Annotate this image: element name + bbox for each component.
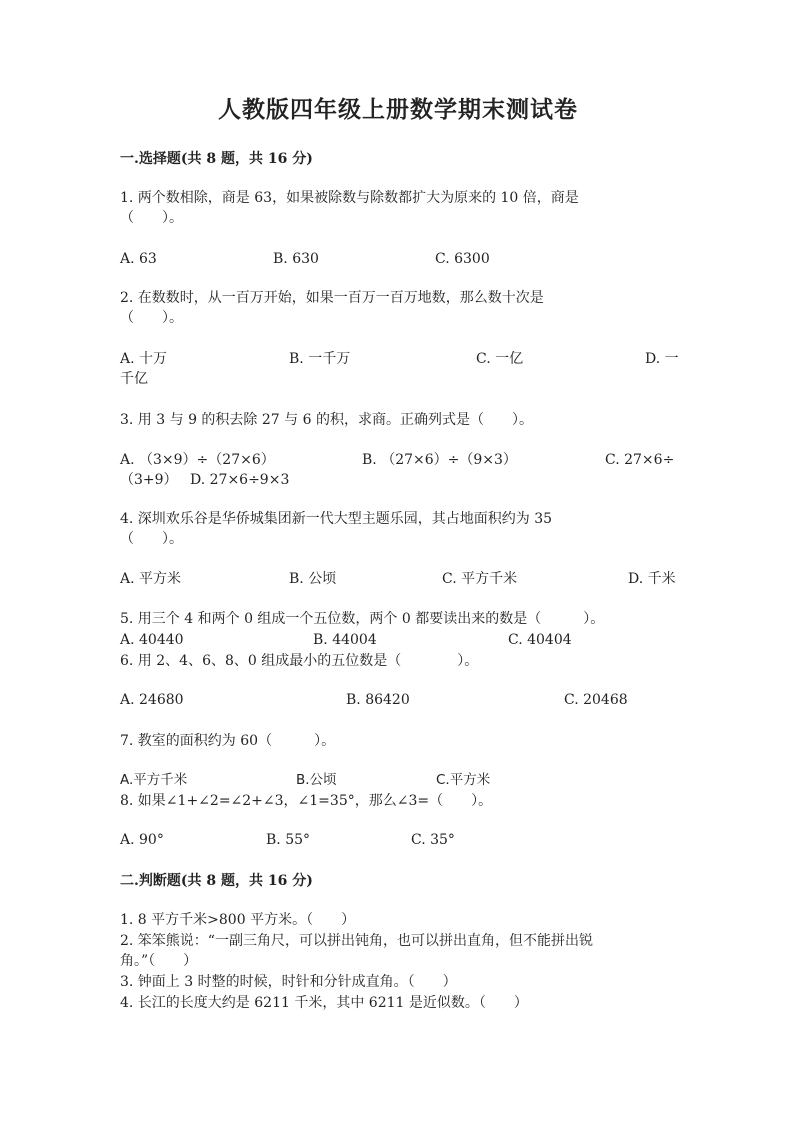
question-3-option-c: C. 27×6÷ bbox=[605, 452, 675, 468]
question-3-option-c-wrap: （3+9） bbox=[120, 472, 178, 488]
question-4-option-c: C. 平方千米 bbox=[442, 571, 518, 587]
question-4-blank: （ ）。 bbox=[120, 531, 183, 547]
question-7-option-c: C.平方米 bbox=[436, 772, 491, 788]
question-1-option-b: B. 630 bbox=[273, 251, 319, 267]
question-7-text: 7. 教室的面积约为 60（ ）。 bbox=[120, 733, 336, 749]
question-2-option-c: C. 一亿 bbox=[476, 351, 524, 367]
question-3-option-a: A. （3×9）÷（27×6） bbox=[120, 452, 275, 468]
question-4-option-d: D. 千米 bbox=[628, 571, 676, 587]
section-heading-choice: 一.选择题(共 8 题，共 16 分) bbox=[120, 151, 313, 167]
question-8-option-c: C. 35° bbox=[411, 832, 455, 848]
judgement-item-2-wrap: 角。”（ ） bbox=[120, 953, 198, 969]
question-6-option-a: A. 24680 bbox=[120, 692, 184, 708]
question-8-option-b: B. 55° bbox=[266, 832, 311, 848]
question-2-option-a: A. 十万 bbox=[120, 351, 168, 367]
question-4-option-b: B. 公顷 bbox=[289, 571, 337, 587]
question-3-text: 3. 用 3 与 9 的积去除 27 与 6 的积，求商。正确列式是（ ）。 bbox=[120, 412, 533, 428]
section-heading-judgement: 二.判断题(共 8 题，共 16 分) bbox=[120, 873, 313, 889]
question-2-option-d-wrap: 千亿 bbox=[120, 371, 148, 387]
page-title: 人教版四年级上册数学期末测试卷 bbox=[218, 96, 578, 123]
question-5-option-b: B. 44004 bbox=[313, 632, 377, 648]
question-5-option-c: C. 40404 bbox=[508, 632, 572, 648]
question-5-option-a: A. 40440 bbox=[120, 632, 184, 648]
question-4-option-a: A. 平方米 bbox=[120, 571, 182, 587]
question-7-option-a: A.平方千米 bbox=[120, 772, 188, 788]
judgement-item-2: 2. 笨笨熊说：“一副三角尺，可以拼出钝角，也可以拼出直角，但不能拼出锐 bbox=[120, 933, 593, 949]
question-5-text: 5. 用三个 4 和两个 0 组成一个五位数，两个 0 都要读出来的数是（ ）。 bbox=[120, 611, 605, 627]
question-2-option-d: D. 一 bbox=[645, 351, 679, 367]
question-1-option-a: A. 63 bbox=[120, 251, 157, 267]
question-7-option-b: B.公顷 bbox=[296, 772, 337, 788]
question-3-option-d: D. 27×6÷9×3 bbox=[190, 472, 290, 488]
question-2-option-b: B. 一千万 bbox=[289, 351, 351, 367]
question-6-text: 6. 用 2、4、6、8、0 组成最小的五位数是（ ）。 bbox=[120, 653, 479, 669]
question-6-option-b: B. 86420 bbox=[346, 692, 410, 708]
question-2-text: 2. 在数数时，从一百万开始，如果一百万一百万地数，那么数十次是 bbox=[120, 290, 544, 306]
question-3-option-b: B. （27×6）÷（9×3） bbox=[362, 452, 517, 468]
question-1-blank: （ ）。 bbox=[120, 210, 183, 226]
judgement-item-3: 3. 钟面上 3 时整的时候，时针和分针成直角。（ ） bbox=[120, 974, 457, 990]
question-1-text: 1. 两个数相除，商是 63，如果被除数与除数都扩大为原来的 10 倍，商是 bbox=[120, 190, 579, 206]
question-2-blank: （ ）。 bbox=[120, 310, 183, 326]
question-8-text: 8. 如果∠1+∠2=∠2+∠3，∠1=35°，那么∠3=（ ）。 bbox=[120, 793, 493, 809]
question-1-option-c: C. 6300 bbox=[435, 251, 490, 267]
judgement-item-4: 4. 长江的长度大约是 6211 千米，其中 6211 是近似数。（ ） bbox=[120, 995, 528, 1011]
question-6-option-c: C. 20468 bbox=[564, 692, 628, 708]
question-4-text: 4. 深圳欢乐谷是华侨城集团新一代大型主题乐园，其占地面积约为 35 bbox=[120, 511, 553, 527]
judgement-item-1: 1. 8 平方千米>800 平方米。（ ） bbox=[120, 912, 356, 928]
question-8-option-a: A. 90° bbox=[120, 832, 164, 848]
